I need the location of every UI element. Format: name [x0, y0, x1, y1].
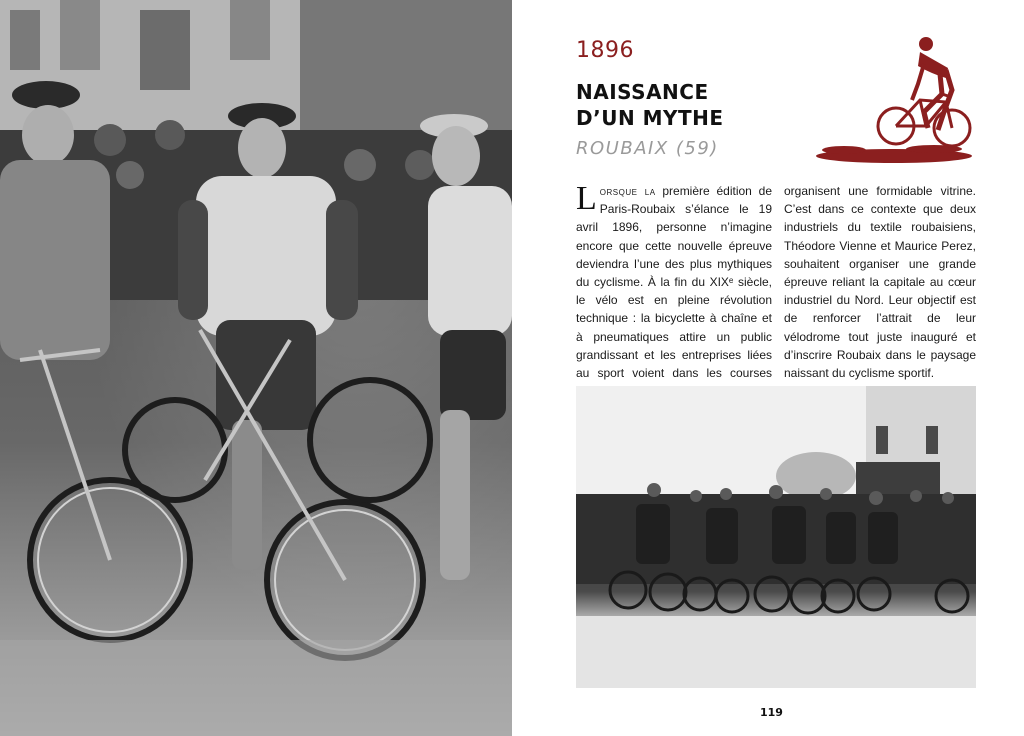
year-heading: 1896 — [576, 38, 634, 63]
cyclist-illustration-icon — [814, 34, 974, 166]
drop-cap: L — [576, 180, 597, 217]
text-page — [512, 0, 1024, 736]
column-1-text: première édition de Paris-Roubaix s’élance le 19 avril 1896, personne n’imagine encore que cette nouvelle épreuve deviendra l’une des plus mythiques du cyclisme. À la fin du XIXᵉ siècle, le vélo est en pleine révolution technique : la bicyclette à chaîne et à pneumatiques attire un public grandissant et les entreprises liées au sport voient dans les courses — [576, 184, 773, 381]
text-column-2: organisent une formidable vitrine. C’est dans ce contexte que deux industriels du textile roubaisiens, Théodore Vienne et Maurice Perez, souhaitent organiser une grande épreuve reliant la capitale au cœur industriel du Nord. Leur objectif est de renforcer l’attrait de leur vélodrome tout juste inauguré et d’inscrire Roubaix dans le paysage naissant du cyclisme sportif. — [784, 184, 976, 381]
place-subtitle: ROUBAIX (59) — [576, 138, 719, 159]
chapter-title-line-2: D’UN MYTHE — [576, 106, 724, 130]
start-line-photo — [576, 386, 976, 688]
page-number: 119 — [760, 706, 783, 719]
chapter-title-line-1: NAISSANCE — [576, 80, 709, 104]
cyclists-start-line-photo-icon — [576, 386, 976, 688]
text-column-1 — [576, 182, 772, 400]
lead-in-smallcaps: orsque la — [599, 184, 656, 198]
